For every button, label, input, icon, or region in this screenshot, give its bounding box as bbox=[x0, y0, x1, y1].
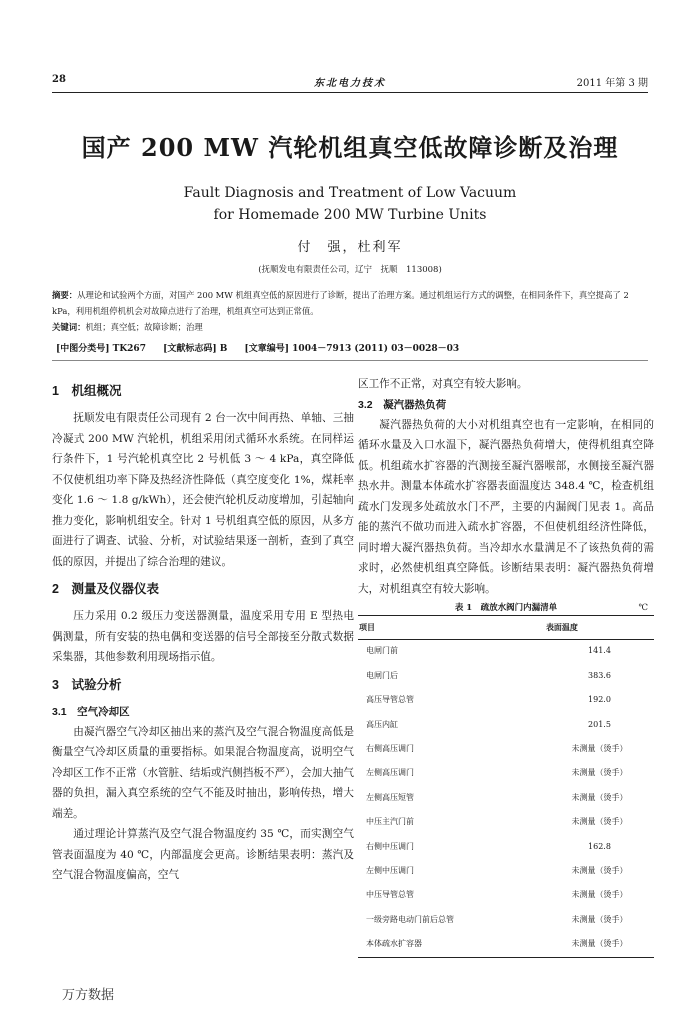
continued-paragraph: 区工作不正常，对真空有较大影响。 bbox=[358, 378, 528, 390]
table-header-row bbox=[358, 616, 654, 640]
section-3-2-paragraph: 凝汽器热负荷的大小对机组真空也有一定影响，在相同的循环水量及入口水温下，凝汽器热负荷增大，使得机组真空降低。机组疏水扩容器的汽测接至凝汽器喉部，水侧接至凝汽器热水井。测量本体疏水扩容器表面温度达 348.4 ℃，检查机组疏水门发现多处疏放水门不严，主要的内漏阀门见表 1。高品能的蒸汽不做功而进入疏水扩容器，不但使机组经济性降低，同时增大凝汽器热负荷。当冷却水水量满足不了该热负荷的需求时，必然使机组真空降低。诊断结果表明：凝汽器热负荷增大，对机组真空有较大影响。 bbox=[358, 418, 654, 595]
running-header bbox=[52, 74, 648, 90]
table-row bbox=[358, 932, 654, 957]
title-en-line-1: Fault Diagnosis and Treatment of Low Vacuum bbox=[183, 185, 517, 201]
table-cell-temperature: 未测量（烫手） bbox=[571, 865, 628, 875]
table-cell-item: 左侧高压短管 bbox=[366, 792, 414, 802]
table-1-caption bbox=[358, 601, 654, 615]
table-row bbox=[358, 859, 654, 883]
table-cell-temperature: 162.8 bbox=[588, 841, 611, 851]
table-cell-temperature: 未测量（烫手） bbox=[571, 768, 628, 778]
title-en-line-2: for Homemade 200 MW Turbine Units bbox=[213, 207, 487, 223]
table-cell-item: 本体疏水扩容器 bbox=[358, 932, 545, 957]
section-2-heading: 2 测量及仪器仪表 bbox=[52, 582, 159, 596]
section-3-heading: 3 试验分析 bbox=[52, 677, 122, 692]
table-cell-item: 一级旁路电动门前后总管 bbox=[366, 914, 454, 924]
authors: 付 强，杜利军 bbox=[297, 240, 403, 255]
table-cell-item: 电闸门后 bbox=[366, 670, 398, 680]
keywords bbox=[52, 319, 648, 335]
section-1-heading: 1 机组概况 bbox=[52, 384, 122, 398]
article-title-en bbox=[0, 182, 700, 226]
table-cell-item: 中压导管总管 bbox=[366, 890, 414, 900]
header-rule bbox=[52, 92, 648, 93]
article-number: [文章编号] 1004－7913 (2011) 03－0028－03 bbox=[244, 344, 460, 354]
table-cell-item: 左侧中压调门 bbox=[366, 865, 414, 875]
table-cell-item: 高压内缸 bbox=[366, 719, 398, 729]
abstract-label: 摘要： bbox=[52, 290, 78, 300]
classification-line bbox=[56, 341, 648, 354]
table-cell-item: 右侧高压调门 bbox=[366, 744, 414, 753]
section-1-paragraph: 抚顺发电有限责任公司现有 2 台一次中间再热、单轴、三抽冷凝式 200 MW 汽轮机，机组采用闭式循环水系统。在同样运行条件下，1 号汽轮机真空比 2 号机低 3 ～ 4 kPa，真空降低不仅使机组功率下降及热经济性降低（真空度变化 1%，煤耗率变化 1.6 ～ 1.8 g/kWh），还会使汽轮机反动度增加，引起轴向推力变化，影响机组安全。针对 1 号机组真空低的原因，从多方面进行了调查、试验、分析，对试验结果逐一剖析，查到了真空低的原因，并提出了综合治理的建议。 bbox=[52, 412, 354, 568]
issue-label: 2011 年第 3 期 bbox=[576, 78, 648, 89]
abstract-block bbox=[52, 287, 648, 335]
table-row bbox=[358, 761, 654, 785]
table-row bbox=[358, 835, 654, 859]
doc-code: [文献标志码] B bbox=[163, 344, 228, 354]
section-3-1-heading: 3.1 空气冷却区 bbox=[52, 705, 130, 718]
table-cell-temperature: 未测量（烫手） bbox=[545, 932, 654, 957]
page-number: 28 bbox=[52, 74, 66, 85]
article-title-cn: 国产 200 MW 汽轮机组真空低故障诊断及治理 bbox=[81, 133, 619, 162]
table-cell-temperature: 未测量（烫手） bbox=[571, 890, 628, 900]
table-row bbox=[358, 883, 654, 907]
table-header-temp: 表面温度 bbox=[545, 616, 654, 640]
clc-number: [中图分类号] TK267 bbox=[56, 344, 146, 354]
section-3-1-paragraph-1: 由凝汽器空气冷却区抽出来的蒸汽及空气混合物温度高低是衡量空气冷却区质量的重要指标。如果混合物温度高，说明空气冷却区工作不正常（水管脏、结垢或汽侧挡板不严），会加大抽气器的负担，漏入真空系统的空气不能及时抽出，影响传热，增大端差。 bbox=[52, 725, 354, 820]
table-header-item: 项目 bbox=[358, 616, 545, 640]
abstract-text: 从理论和试验两个方面，对国产 200 MW 机组真空低的原因进行了诊断，提出了治理方案。通过机组运行方式的调整，在相同条件下，真空提高了 2 kPa，利用机组停机机会对故障点进行了治理，机组真空可达到正常值。 bbox=[52, 290, 629, 316]
left-column bbox=[52, 374, 354, 886]
table-cell-temperature: 192.0 bbox=[588, 695, 611, 705]
table-cell-item: 高压导管总管 bbox=[366, 695, 414, 705]
table-cell-item: 左侧高压调门 bbox=[366, 768, 414, 778]
abstract-rule bbox=[52, 360, 648, 361]
table-row bbox=[358, 908, 654, 932]
right-column bbox=[358, 374, 654, 958]
journal-name: 东北电力技术 bbox=[314, 78, 386, 89]
table-row bbox=[358, 713, 654, 737]
table-row bbox=[358, 810, 654, 834]
table-cell-temperature: 201.5 bbox=[588, 719, 611, 729]
section-3-1-paragraph-2: 通过理论计算蒸汽及空气混合物温度约 35 ℃，而实测空气管表面温度为 40 ℃，内部温度会更高。诊断结果表明：蒸汽及空气混合物温度偏高，空气 bbox=[52, 828, 354, 881]
section-2-paragraph: 压力采用 0.2 级压力变送器测量，温度采用专用 E 型热电偶测量，所有安装的热电偶和变送器的信号全部接至分散式数据采集器，其他参数利用现场指示值。 bbox=[52, 610, 354, 663]
table-row bbox=[358, 688, 654, 712]
table-row bbox=[358, 737, 654, 761]
table-row bbox=[358, 786, 654, 810]
table-1-unit: ℃ bbox=[638, 603, 648, 613]
table-cell-temperature: 383.6 bbox=[588, 670, 611, 680]
table-cell-item: 右侧中压调门 bbox=[366, 841, 414, 851]
table-row bbox=[358, 639, 654, 664]
table-cell-temperature: 141.4 bbox=[588, 646, 611, 656]
table-1 bbox=[358, 615, 654, 958]
abstract bbox=[52, 287, 648, 319]
keywords-label: 关键词： bbox=[52, 322, 86, 332]
table-cell-item: 电闸门前 bbox=[366, 646, 398, 656]
table-cell-temperature: 未测量（烫手） bbox=[571, 914, 628, 924]
table-cell-temperature: 未测量（烫手） bbox=[571, 817, 628, 827]
table-cell-item: 中压主汽门前 bbox=[366, 817, 414, 827]
section-3-2-heading: 3.2 凝汽器热负荷 bbox=[358, 398, 447, 411]
affiliation: (抚顺发电有限责任公司，辽宁 抚顺 113008) bbox=[258, 265, 442, 275]
table-cell-temperature: 未测量（烫手） bbox=[571, 792, 628, 802]
keywords-text: 机组；真空低；故障诊断；治理 bbox=[85, 322, 203, 332]
watermark-footer: 万方数据 bbox=[62, 987, 115, 1002]
table-1-title: 表 1 疏放水阀门内漏清单 bbox=[454, 603, 558, 613]
table-cell-temperature: 未测量（烫手） bbox=[571, 744, 628, 753]
table-row bbox=[358, 664, 654, 688]
